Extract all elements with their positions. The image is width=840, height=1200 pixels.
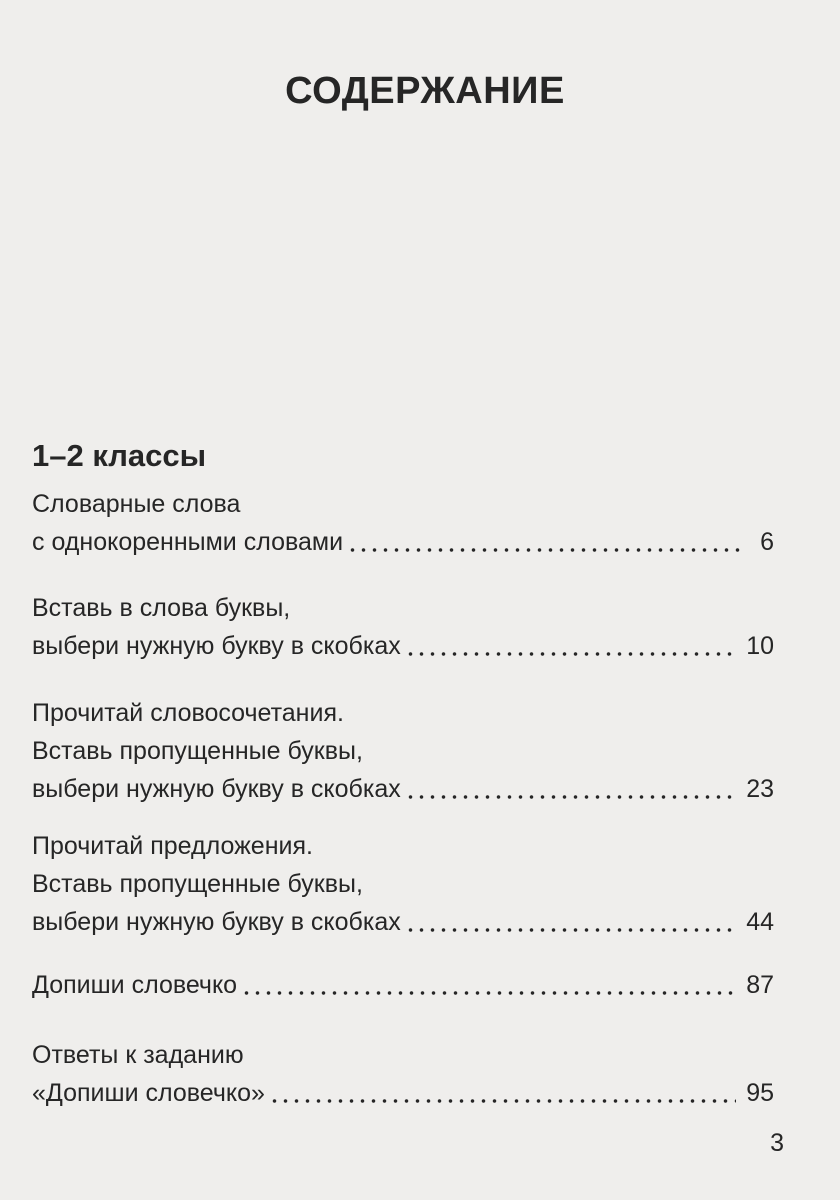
toc-page-number: 6 [760, 528, 774, 556]
page-title: СОДЕРЖАНИЕ [285, 70, 565, 112]
toc-entry-line: Вставь пропущенные буквы, [32, 737, 363, 765]
dot-leader [241, 991, 736, 995]
toc-entry [32, 1036, 774, 1112]
toc-entry-line: выбери нужную букву в скобках [32, 632, 401, 660]
toc-page-number: 10 [746, 632, 774, 660]
dot-leader [405, 652, 736, 656]
toc-entry-last-line [32, 770, 774, 808]
toc-entry [32, 485, 774, 561]
toc-entry-last-line [32, 1074, 774, 1112]
page-number: 3 [770, 1129, 784, 1157]
toc-entry-line: Допиши словечко [32, 971, 238, 999]
toc-entry-last-line [32, 523, 774, 561]
toc-entry [32, 966, 774, 1004]
toc-page-number: 95 [746, 1079, 774, 1107]
toc-entry-last-line [32, 903, 774, 941]
toc-entry [32, 827, 774, 941]
toc-entry [32, 589, 774, 665]
dot-leader [405, 795, 736, 799]
toc-entry [32, 694, 774, 808]
toc-entry-line: Прочитай предложения. [32, 832, 313, 860]
toc-page-number: 87 [746, 971, 774, 999]
toc-page-number: 44 [746, 908, 774, 936]
toc-page-number: 23 [746, 775, 774, 803]
toc-entry-line: Вставь пропущенные буквы, [32, 870, 363, 898]
toc-entry-last-line [32, 627, 774, 665]
dot-leader [405, 928, 736, 932]
dot-leader [347, 548, 744, 552]
toc-entry-line: Прочитай словосочетания. [32, 699, 344, 727]
toc-entry-line: Словарные слова [32, 490, 241, 518]
section-heading: 1–2 классы [32, 438, 207, 473]
toc-entry-last-line [32, 966, 774, 1004]
toc-entry-line: «Допиши словечко» [32, 1079, 265, 1107]
toc-entry-line: выбери нужную букву в скобках [32, 775, 401, 803]
toc-entry-line: Вставь в слова буквы, [32, 594, 291, 622]
dot-leader [269, 1099, 736, 1103]
toc-entry-line: выбери нужную букву в скобках [32, 908, 401, 936]
toc-entry-line: с однокоренными словами [32, 528, 344, 556]
toc-entry-line: Ответы к заданию [32, 1041, 244, 1069]
